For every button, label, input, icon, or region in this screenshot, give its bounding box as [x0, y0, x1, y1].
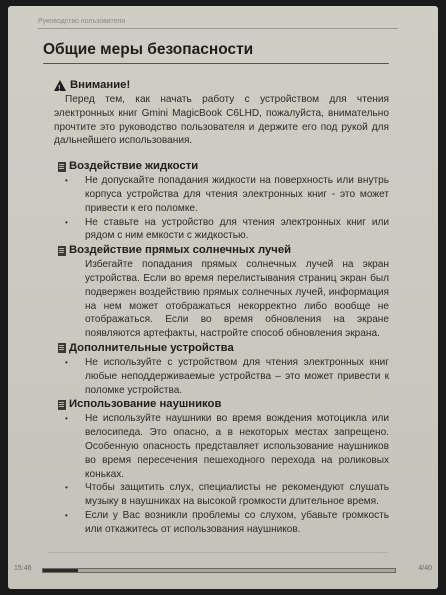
warning-title: Внимание!: [70, 79, 131, 91]
section-list: [43, 174, 389, 243]
list-item: • Чтобы защитить слух, специалисты не рекомендуют слушать музыку в наушниках на высокой громкости длительное время.: [43, 481, 389, 509]
warning-icon: [54, 80, 66, 91]
running-title: Руководство пользователя: [38, 18, 126, 25]
page-content: [43, 40, 389, 537]
list-item: • Не допускайте попадания жидкости на поверхность или внутрь корпуса устройства для чтения электронных книг - это может привести к его поломке.: [43, 174, 389, 215]
running-header: [38, 18, 398, 29]
document-icon: [58, 246, 66, 256]
page-title: Общие меры безопасности: [43, 41, 254, 58]
section-title: Дополнительные устройства: [69, 341, 234, 354]
clock: 15:46: [14, 565, 32, 572]
section-paragraph: Избегайте попадания прямых солнечных лучей на экран устройства. Если во время перелистывания страниц экран был подвержен воздействию прямых солнечных лучей, информация на нем может отображаться некорректно либо вообще не отображаться. Если во время обновления на экране появляются артефакты, настройте способ обновления экрана.: [85, 259, 389, 340]
ereader-screen: [8, 6, 438, 589]
status-bar: [8, 563, 438, 577]
section-title: Воздействие жидкости: [69, 160, 199, 173]
title-rule: [43, 63, 389, 64]
reading-progress-fill: [43, 569, 78, 572]
list-item: • Не используйте с устройством для чтения электронных книг любые неподдерживаемые устройства – это может привести к поломке устройства.: [43, 356, 389, 397]
warning-text: Перед тем, как начать работу с устройством для чтения электронных книг Gmini MagicBook C6LHD, пожалуйста, внимательно прочтите это руководство пользователя и держите его под рукой для дальнейшего использования.: [54, 94, 389, 147]
section-title: Воздействие прямых солнечных лучей: [69, 244, 292, 257]
warning-heading: [54, 78, 389, 93]
reading-progress-bar[interactable]: [42, 568, 396, 573]
section-title: Использование наушников: [69, 398, 222, 411]
document-icon: [58, 343, 66, 353]
list-item: • Не используйте наушники во время вождения мотоцикла или велосипеда. Это опасно, а в некоторых местах запрещено. Особенную опасность представляет использование наушников во время пересечения пешеходного перехода на роликовых коньках.: [43, 412, 389, 481]
section-heading: [58, 159, 389, 174]
document-icon: [58, 400, 66, 410]
list-item: • Не ставьте на устройство для чтения электронных книг или рядом с ним емкости с жидкостью.: [43, 216, 389, 244]
section-heading: [58, 341, 389, 356]
page-bottom-rule: [48, 552, 388, 559]
section-list: [43, 412, 389, 536]
section-heading: [58, 243, 389, 258]
section-heading: [58, 397, 389, 412]
list-item: • Если у Вас возникли проблемы со слухом, убавьте громкость или откажитесь от использования наушников.: [43, 509, 389, 537]
document-icon: [58, 162, 66, 172]
page-counter: 4/40: [418, 565, 432, 572]
section-list: [43, 356, 389, 397]
